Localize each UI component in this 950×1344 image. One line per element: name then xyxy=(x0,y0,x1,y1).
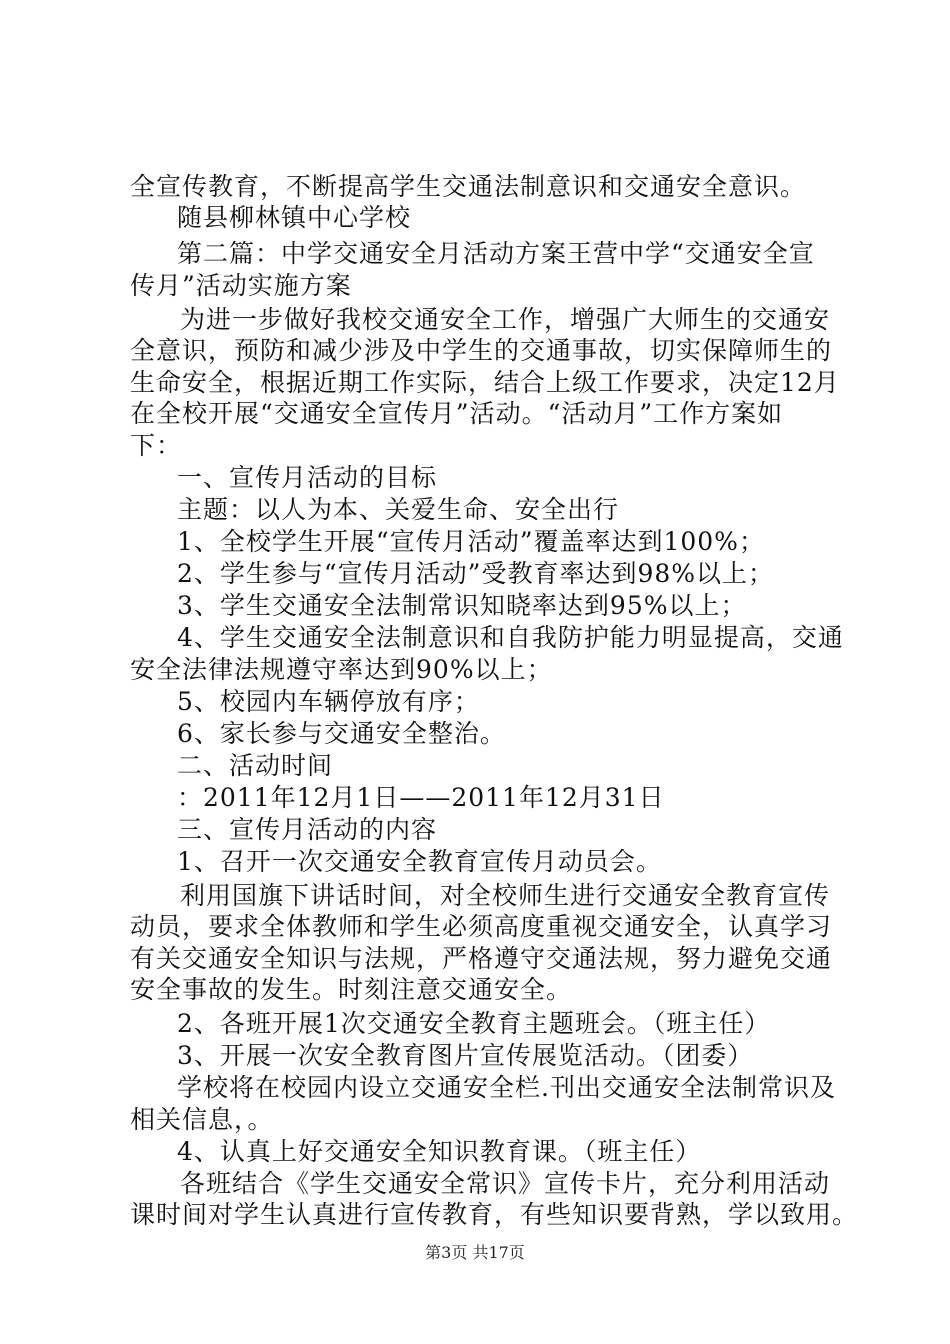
text-line: 相关信息，。 xyxy=(130,1105,274,1134)
text-line: 下： xyxy=(130,431,183,460)
text-line: 为进一步做好我校交通安全工作，增强广大师生的交通安 xyxy=(180,305,831,334)
heading-line: 一、宣传月活动的目标 xyxy=(177,463,438,492)
page-footer: 第3页 共17页 xyxy=(425,1243,525,1262)
list-item: 4、认真上好交通安全知识教育课。（班主任） xyxy=(177,1137,702,1166)
text-line: 利用国旗下讲话时间，对全校师生进行交通安全教育宣传 xyxy=(180,881,831,910)
list-item: 2、学生参与“宣传月活动”受教育率达到98%以上； xyxy=(177,559,775,588)
text-line: 动员，要求全体教师和学生必须高度重视交通安全，认真学习 xyxy=(130,912,833,941)
list-item: 2、各班开展1次交通安全教育主题班会。（班主任） xyxy=(177,1009,771,1038)
text-line: 课时间对学生认真进行宣传教育，有些知识要背熟，学以致用。 xyxy=(130,1200,859,1229)
list-item: 1、召开一次交通安全教育宣传月动员会。 xyxy=(177,847,662,876)
text-line: 在全校开展“交通安全宣传月”活动。“活动月”工作方案如 xyxy=(130,399,784,428)
text-line: 全意识，预防和减少涉及中学生的交通事故，切实保障师生的 xyxy=(130,336,833,365)
list-item: 1、全校学生开展“宣传月活动”覆盖率达到100%； xyxy=(177,527,765,556)
list-item: 4、学生交通安全法制意识和自我防护能力明显提高，交通 xyxy=(177,623,844,652)
list-item: 5、校园内车辆停放有序； xyxy=(177,687,480,716)
signature-line: 随县柳林镇中心学校 xyxy=(177,203,412,232)
text-line: 全宣传教育，不断提高学生交通法制意识和交通安全意识。 xyxy=(130,172,807,201)
section-title: 第二篇：中学交通安全月活动方案王营中学“交通安全宣 xyxy=(177,239,815,268)
text-line: 学校将在校园内设立交通安全栏.刊出交通安全法制常识及 xyxy=(177,1073,836,1102)
list-item: 6、家长参与交通安全整治。 xyxy=(177,719,506,748)
heading-line: 二、活动时间 xyxy=(177,751,334,780)
heading-line: 三、宣传月活动的内容 xyxy=(177,815,438,844)
list-item: 3、开展一次安全教育图片宣传展览活动。（团委） xyxy=(177,1041,754,1070)
section-title: 传月”活动实施方案 xyxy=(130,271,352,300)
text-line: 安全事故的发生。时刻注意交通安全。 xyxy=(130,975,573,1004)
text-line: ：2011年12月1日——2011年12月31日 xyxy=(177,783,665,812)
text-line: 生命安全，根据近期工作实际，结合上级工作要求，决定12月 xyxy=(130,368,840,397)
list-item: 安全法律法规遵守率达到90%以上； xyxy=(130,655,553,684)
text-line: 有关交通安全知识与法规，严格遵守交通法规，努力避免交通 xyxy=(130,944,833,973)
text-line: 各班结合《学生交通安全常识》宣传卡片，充分利用活动 xyxy=(180,1169,831,1198)
text-line: 主题：以人为本、关爱生命、安全出行 xyxy=(177,495,620,524)
list-item: 3、学生交通安全法制常识知晓率达到95%以上； xyxy=(177,591,747,620)
